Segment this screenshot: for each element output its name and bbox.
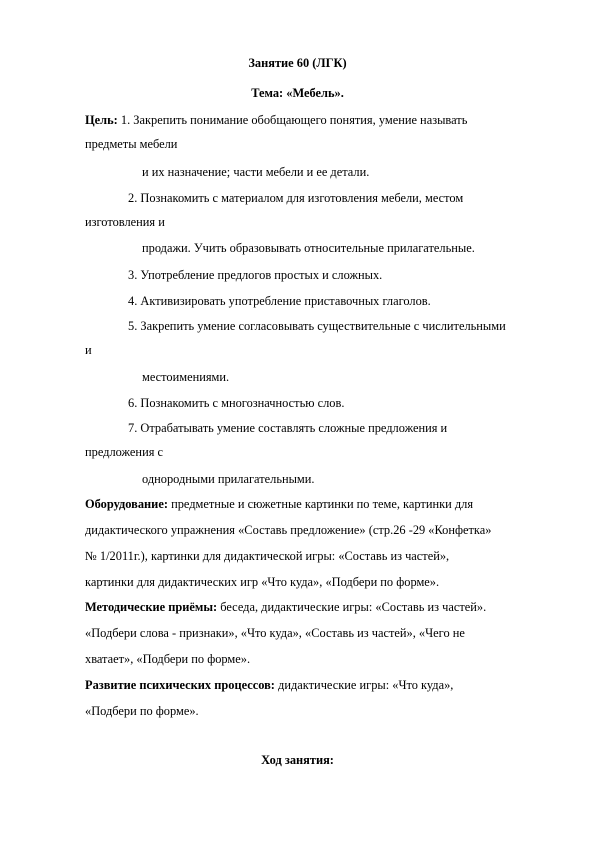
goal-item-7-line-1: 7. Отрабатывать умение составлять сложные предложения и xyxy=(128,421,448,435)
goal-item-3: 3. Употребление предлогов простых и сложных. xyxy=(128,268,383,282)
lesson-theme: Тема: «Мебель». xyxy=(251,86,344,100)
goal-item-1-line-3: и их назначение; части мебели и ее детали. xyxy=(142,165,370,179)
development-line-2: «Подбери по форме». xyxy=(85,704,199,718)
goal-item-7-line-3: однородными прилагательными. xyxy=(142,472,315,486)
goal-item-1-line-1: 1. Закрепить понимание обобщающего понятия, умение называть xyxy=(120,113,468,127)
goal-item-5-line-2: и xyxy=(85,343,92,357)
goal-item-6: 6. Познакомить с многозначностью слов. xyxy=(128,396,345,410)
equipment-line-1 xyxy=(85,497,473,512)
lesson-title: Занятие 60 (ЛГК) xyxy=(248,56,347,70)
methods-line-3: хватает», «Подбери по форме». xyxy=(85,652,251,666)
methods-line-2: «Подбери слова - признаки», «Что куда», «Составь из частей», «Чего не xyxy=(85,626,465,640)
equipment-text-1: предметные и сюжетные картинки по теме, картинки для xyxy=(171,497,474,511)
goal-item-2-line-1: 2. Познакомить с материалом для изготовления мебели, местом xyxy=(128,191,464,205)
development-text-1: дидактические игры: «Что куда», xyxy=(278,678,454,692)
goal-label: Цель: xyxy=(85,113,118,127)
goal-item-1-line-2: предметы мебели xyxy=(85,137,178,151)
equipment-label: Оборудование: xyxy=(85,497,168,511)
goal-item-2-line-3: продажи. Учить образовывать относительные прилагательные. xyxy=(142,241,475,255)
goal-item-4: 4. Активизировать употребление приставочных глаголов. xyxy=(128,294,431,308)
lesson-progress-heading: Ход занятия: xyxy=(261,753,334,767)
goal-item-7-line-2: предложения с xyxy=(85,445,163,459)
equipment-line-4: картинки для дидактических игр «Что куда», «Подбери по форме». xyxy=(85,575,440,589)
methods-line-1 xyxy=(85,600,486,615)
methods-label: Методические приёмы: xyxy=(85,600,218,614)
goal-item-5-line-3: местоимениями. xyxy=(142,370,230,384)
equipment-line-2: дидактического упражнения «Составь предложение» (стр.26 -29 «Конфетка» xyxy=(85,523,492,537)
equipment-line-3: № 1/2011г.), картинки для дидактической игры: «Составь из частей», xyxy=(85,549,450,563)
goal-item-5-line-1: 5. Закрепить умение согласовывать существительные с числительными xyxy=(128,319,506,333)
goal-item-2-line-2: изготовления и xyxy=(85,215,165,229)
development-label: Развитие психических процессов: xyxy=(85,678,275,692)
development-line-1 xyxy=(85,678,453,693)
methods-text-1: беседа, дидактические игры: «Составь из частей». xyxy=(220,600,487,614)
goal-line-1 xyxy=(85,113,467,128)
